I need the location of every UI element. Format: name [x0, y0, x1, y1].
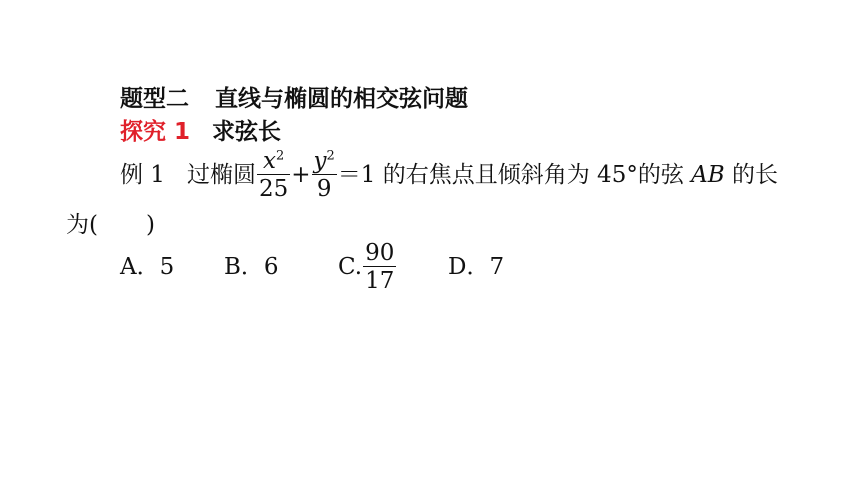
problem-rest-a: 的右焦点且倾斜角为 45°的弦 — [375, 162, 692, 188]
explore-label: 探究 1 — [120, 119, 191, 145]
exp-x: 2 — [275, 147, 285, 163]
var-x: x — [262, 147, 276, 174]
explore-heading — [120, 117, 281, 147]
problem-line-2 — [66, 210, 155, 240]
choice-b-text: B．6 — [224, 254, 279, 280]
choice-b — [224, 252, 279, 282]
choice-d-text: D．7 — [448, 254, 505, 280]
choice-c — [338, 238, 397, 296]
chord-name: AB — [691, 162, 725, 188]
choice-c-fraction — [363, 240, 396, 295]
choice-a — [120, 252, 174, 282]
choice-c-num: 90 — [365, 239, 395, 266]
fraction-x-term — [257, 148, 290, 203]
choice-c-den: 17 — [365, 267, 395, 294]
example-label: 例 1 — [120, 162, 165, 188]
exp-y: 2 — [326, 147, 335, 163]
problem-lead: 过椭圆 — [186, 162, 256, 188]
type-label: 题型二 — [120, 86, 189, 112]
choice-c-prefix: C. — [338, 254, 363, 280]
problem-rest-b: 的长 — [724, 162, 778, 188]
den-25: 25 — [258, 175, 289, 202]
equation-rhs: ＝1 — [337, 162, 376, 188]
plus-sign: + — [291, 162, 311, 188]
problem-line-1 — [120, 146, 778, 204]
fraction-y-term — [312, 148, 337, 203]
answer-blank-open: 为( — [66, 212, 98, 238]
var-y: y — [313, 147, 327, 174]
explore-title: 求弦长 — [212, 119, 282, 145]
type-title: 直线与椭圆的相交弦问题 — [215, 86, 468, 112]
den-9: 9 — [316, 175, 332, 202]
choice-d — [448, 252, 504, 282]
answer-blank-close: ) — [145, 212, 155, 238]
section-heading — [120, 84, 468, 114]
choice-a-text: A．5 — [120, 254, 175, 280]
